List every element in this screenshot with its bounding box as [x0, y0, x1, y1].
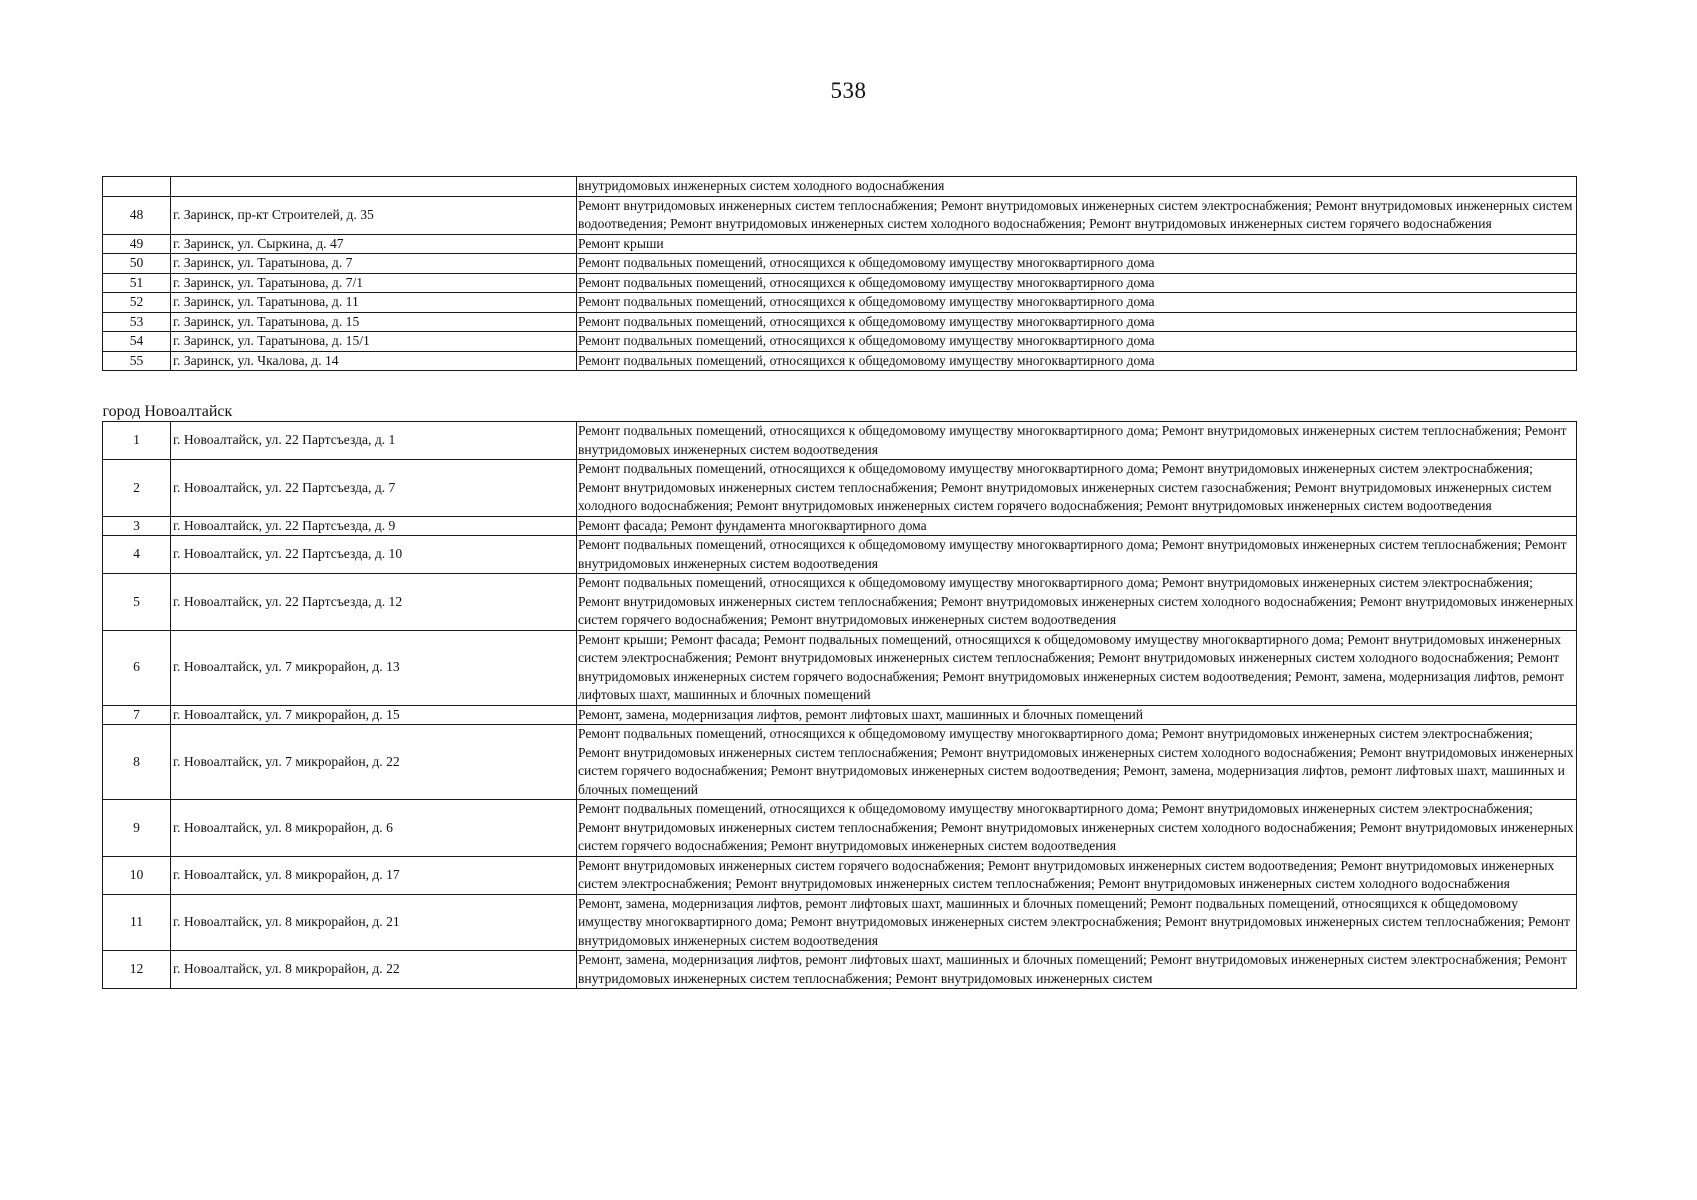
row-address [171, 177, 577, 197]
row-address: г. Новоалтайск, ул. 7 микрорайон, д. 15 [171, 705, 577, 725]
table-row [103, 536, 1577, 574]
row-works: Ремонт подвальных помещений, относящихся к общедомовому имуществу многоквартирного дома [577, 273, 1577, 293]
row-number: 54 [103, 332, 171, 352]
row-works: внутридомовых инженерных систем холодного водоснабжения [577, 177, 1577, 197]
row-address: г. Заринск, ул. Таратынова, д. 11 [171, 293, 577, 313]
row-number: 7 [103, 705, 171, 725]
row-address: г. Новоалтайск, ул. 8 микрорайон, д. 21 [171, 894, 577, 951]
row-address: г. Новоалтайск, ул. 22 Партсъезда, д. 12 [171, 574, 577, 631]
row-works: Ремонт внутридомовых инженерных систем теплоснабжения; Ремонт внутридомовых инженерных систем электроснабжения; Ремонт внутридомовых инженерных систем водоотведения; Ремонт внутридомовых инженерных систем холодного водоснабжения; Ремонт внутридомовых инженерных систем горячего водоснабжения [577, 196, 1577, 234]
row-works: Ремонт фасада; Ремонт фундамента многоквартирного дома [577, 516, 1577, 536]
table-row [103, 856, 1577, 894]
row-number: 8 [103, 725, 171, 800]
table-row [103, 725, 1577, 800]
row-address: г. Новоалтайск, ул. 22 Партсъезда, д. 1 [171, 422, 577, 460]
row-address: г. Новоалтайск, ул. 8 микрорайон, д. 6 [171, 800, 577, 857]
row-works: Ремонт подвальных помещений, относящихся к общедомовому имуществу многоквартирного дома; Ремонт внутридомовых инженерных систем электроснабжения; Ремонт внутридомовых инженерных систем теплоснабжения; Ремонт внутридомовых инженерных систем холодного водоснабжения; Ремонт внутридомовых инженерных систем горячего водоснабжения; Ремонт внутридомовых инженерных систем водоотведения; Ремонт, замена, модернизация лифтов, ремонт лифтовых шахт, машинных и блочных помещений [577, 725, 1577, 800]
table-row [103, 574, 1577, 631]
row-address: г. Новоалтайск, ул. 8 микрорайон, д. 17 [171, 856, 577, 894]
row-number: 50 [103, 254, 171, 274]
row-address: г. Новоалтайск, ул. 7 микрорайон, д. 22 [171, 725, 577, 800]
row-address: г. Заринск, ул. Сыркина, д. 47 [171, 234, 577, 254]
row-works: Ремонт подвальных помещений, относящихся к общедомовому имуществу многоквартирного дома; Ремонт внутридомовых инженерных систем теплоснабжения; Ремонт внутридомовых инженерных систем водоотведения [577, 422, 1577, 460]
table-row [103, 332, 1577, 352]
row-works: Ремонт внутридомовых инженерных систем горячего водоснабжения; Ремонт внутридомовых инженерных систем водоотведения; Ремонт внутридомовых инженерных систем электроснабжения; Ремонт внутридомовых инженерных систем теплоснабжения; Ремонт внутридомовых инженерных систем холодного водоснабжения [577, 856, 1577, 894]
row-works: Ремонт подвальных помещений, относящихся к общедомовому имуществу многоквартирного дома; Ремонт внутридомовых инженерных систем электроснабжения; Ремонт внутридомовых инженерных систем теплоснабжения; Ремонт внутридомовых инженерных систем холодного водоснабжения; Ремонт внутридомовых инженерных систем горячего водоснабжения; Ремонт внутридомовых инженерных систем водоотведения [577, 800, 1577, 857]
row-number: 5 [103, 574, 171, 631]
top-rows [103, 177, 1577, 422]
table-row [103, 630, 1577, 705]
table-row [103, 273, 1577, 293]
row-number: 11 [103, 894, 171, 951]
row-works: Ремонт подвальных помещений, относящихся к общедомовому имуществу многоквартирного дома [577, 351, 1577, 371]
row-number: 52 [103, 293, 171, 313]
section-title: город Новоалтайск [103, 371, 1577, 422]
row-address: г. Заринск, ул. Чкалова, д. 14 [171, 351, 577, 371]
row-works: Ремонт подвальных помещений, относящихся к общедомовому имуществу многоквартирного дома; Ремонт внутридомовых инженерных систем электроснабжения; Ремонт внутридомовых инженерных систем теплоснабжения; Ремонт внутридомовых инженерных систем холодного водоснабжения; Ремонт внутридомовых инженерных систем горячего водоснабжения; Ремонт внутридомовых инженерных систем водоотведения [577, 574, 1577, 631]
row-works: Ремонт подвальных помещений, относящихся к общедомовому имуществу многоквартирного дома; Ремонт внутридомовых инженерных систем электроснабжения; Ремонт внутридомовых инженерных систем теплоснабжения; Ремонт внутридомовых инженерных систем газоснабжения; Ремонт внутридомовых инженерных систем холодного водоснабжения; Ремонт внутридомовых инженерных систем горячего водоснабжения; Ремонт внутридомовых инженерных систем водоотведения [577, 460, 1577, 517]
row-works: Ремонт крыши [577, 234, 1577, 254]
row-number: 1 [103, 422, 171, 460]
table-row [103, 234, 1577, 254]
table-row [103, 351, 1577, 371]
page-number: 538 [830, 78, 867, 103]
table-row [103, 312, 1577, 332]
repair-table [102, 176, 1577, 989]
table-row [103, 516, 1577, 536]
table-row [103, 422, 1577, 460]
row-number: 12 [103, 951, 171, 989]
row-address: г. Новоалтайск, ул. 7 микрорайон, д. 13 [171, 630, 577, 705]
section-row [103, 371, 1577, 422]
row-address: г. Новоалтайск, ул. 22 Партсъезда, д. 7 [171, 460, 577, 517]
bottom-rows [103, 422, 1577, 989]
table-row [103, 800, 1577, 857]
row-works: Ремонт подвальных помещений, относящихся к общедомовому имуществу многоквартирного дома [577, 293, 1577, 313]
row-address: г. Заринск, ул. Таратынова, д. 15 [171, 312, 577, 332]
row-works: Ремонт крыши; Ремонт фасада; Ремонт подвальных помещений, относящихся к общедомовому имуществу многоквартирного дома; Ремонт внутридомовых инженерных систем электроснабжения; Ремонт внутридомовых инженерных систем теплоснабжения; Ремонт внутридомовых инженерных систем холодного водоснабжения; Ремонт внутридомовых инженерных систем горячего водоснабжения; Ремонт внутридомовых инженерных систем водоотведения; Ремонт, замена, модернизация лифтов, ремонт лифтовых шахт, машинных и блочных помещений [577, 630, 1577, 705]
row-number: 4 [103, 536, 171, 574]
row-number: 9 [103, 800, 171, 857]
row-number: 55 [103, 351, 171, 371]
table-row [103, 196, 1577, 234]
row-address: г. Заринск, пр-кт Строителей, д. 35 [171, 196, 577, 234]
row-address: г. Заринск, ул. Таратынова, д. 15/1 [171, 332, 577, 352]
row-works: Ремонт, замена, модернизация лифтов, ремонт лифтовых шахт, машинных и блочных помещений; Ремонт внутридомовых инженерных систем электроснабжения; Ремонт внутридомовых инженерных систем теплоснабжения; Ремонт внутридомовых инженерных систем [577, 951, 1577, 989]
row-address: г. Новоалтайск, ул. 22 Партсъезда, д. 9 [171, 516, 577, 536]
table-row [103, 177, 1577, 197]
row-address: г. Новоалтайск, ул. 8 микрорайон, д. 22 [171, 951, 577, 989]
row-number: 10 [103, 856, 171, 894]
table-row [103, 951, 1577, 989]
table-row [103, 894, 1577, 951]
row-works: Ремонт подвальных помещений, относящихся к общедомовому имуществу многоквартирного дома; Ремонт внутридомовых инженерных систем теплоснабжения; Ремонт внутридомовых инженерных систем водоотведения [577, 536, 1577, 574]
table-row [103, 254, 1577, 274]
row-works: Ремонт подвальных помещений, относящихся к общедомовому имуществу многоквартирного дома [577, 312, 1577, 332]
row-number: 2 [103, 460, 171, 517]
table-row [103, 293, 1577, 313]
row-works: Ремонт, замена, модернизация лифтов, ремонт лифтовых шахт, машинных и блочных помещений; Ремонт подвальных помещений, относящихся к общедомовому имуществу многоквартирного дома; Ремонт внутридомовых инженерных систем электроснабжения; Ремонт внутридомовых инженерных систем теплоснабжения; Ремонт внутридомовых инженерных систем водоотведения [577, 894, 1577, 951]
row-number: 6 [103, 630, 171, 705]
row-number: 3 [103, 516, 171, 536]
table-row [103, 705, 1577, 725]
row-number [103, 177, 171, 197]
row-number: 51 [103, 273, 171, 293]
table-row [103, 460, 1577, 517]
row-address: г. Новоалтайск, ул. 22 Партсъезда, д. 10 [171, 536, 577, 574]
row-works: Ремонт подвальных помещений, относящихся к общедомовому имуществу многоквартирного дома [577, 254, 1577, 274]
row-number: 49 [103, 234, 171, 254]
row-works: Ремонт подвальных помещений, относящихся к общедомовому имуществу многоквартирного дома [577, 332, 1577, 352]
row-works: Ремонт, замена, модернизация лифтов, ремонт лифтовых шахт, машинных и блочных помещений [577, 705, 1577, 725]
row-number: 53 [103, 312, 171, 332]
row-address: г. Заринск, ул. Таратынова, д. 7/1 [171, 273, 577, 293]
row-number: 48 [103, 196, 171, 234]
row-address: г. Заринск, ул. Таратынова, д. 7 [171, 254, 577, 274]
